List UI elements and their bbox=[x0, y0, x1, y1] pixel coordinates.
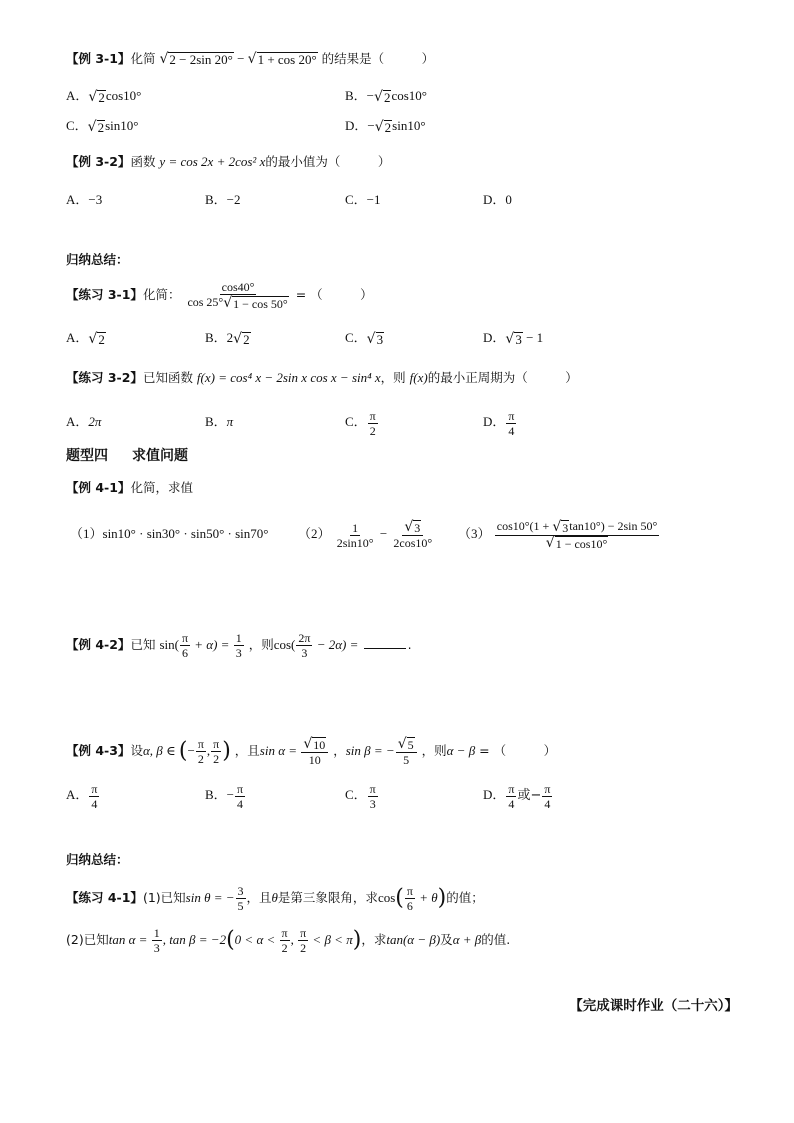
ex41-part-2: （2） $\frac{1}{2\sin 10^\circ}$ − √ 3 2cos10° bbox=[298, 519, 433, 551]
option-b: B．π bbox=[205, 414, 234, 429]
option-a: A． √ 2 bbox=[66, 330, 105, 347]
option-d: D． $\frac{\pi}{4}$ bbox=[483, 408, 515, 438]
ex41-part-1: （1）sin10° · sin30° · sin50° · sin70° bbox=[70, 526, 269, 541]
example-tag: 【例 4-3】 bbox=[66, 743, 131, 758]
example-tag: 【例 3-2】 bbox=[66, 154, 131, 169]
option-d: D．− √ 2 sin10° bbox=[345, 118, 426, 135]
section-heading: 题型四 求值问题 bbox=[66, 448, 188, 464]
practice-3-2: 【练习 3-2】已知函数 f(x) = cos⁴ x − 2sin x cos x − sin⁴ x，则 f(x)的最小正周期为（ ） bbox=[66, 370, 578, 385]
example-tag: 【例 4-2】 bbox=[66, 637, 131, 652]
practice-4-1-q2: (2)已知tan α = $\frac{1}{3}$ , tan β = −2(0 < α < $\frac{\pi}{2}$ , $\frac{\pi}{2}$ < β < π)，求tan(α − β)及α + β的值. bbox=[66, 926, 511, 955]
option-a: A． $\frac{\pi}{4}$ bbox=[66, 781, 98, 811]
example-tag: 【例 4-1】 bbox=[66, 480, 131, 495]
practice-tag: 【练习 3-1】 bbox=[66, 287, 143, 302]
summary-heading: 归纳总结： bbox=[66, 852, 129, 867]
ex41-part-3: （3） cos10°(1 + √ 3 tan10°) − 2sin 50° √ 1 − cos10° bbox=[458, 518, 658, 552]
option-c: C． $\frac{\pi}{2}$ bbox=[345, 408, 376, 438]
answer-blank[interactable] bbox=[364, 636, 406, 649]
option-a: A．2π bbox=[66, 414, 102, 429]
option-b: B．− $\frac{\pi}{4}$ bbox=[205, 781, 244, 811]
practice-4-1-q1: 【练习 4-1】(1)已知sin θ = − $\frac{3}{5}$ ，且θ是第三象限角，求cos( $\frac{\pi}{6}$ + θ)的值； bbox=[66, 884, 484, 913]
option-a: A． √ 2 cos10° bbox=[66, 88, 142, 105]
option-b: B．2 √ 2 bbox=[205, 330, 250, 347]
option-d: D．0 bbox=[483, 192, 512, 207]
example-tag: 【例 3-1】 bbox=[66, 51, 131, 66]
option-d: D． √ 3 − 1 bbox=[483, 330, 544, 347]
sqrt-expression: √ 1 + cos 20° bbox=[247, 51, 317, 67]
practice-tag: 【练习 4-1】 bbox=[66, 890, 143, 905]
homework-footer: 【完成课时作业（二十六）】 bbox=[569, 998, 738, 1014]
option-b: B．−2 bbox=[205, 192, 241, 207]
fraction: cos40° cos 25° √ 1 − cos 50° bbox=[187, 280, 288, 311]
option-d: D． $\frac{\pi}{4}$ 或− $\frac{\pi}{4}$ bbox=[483, 781, 551, 811]
option-c: C． √ 2 sin10° bbox=[66, 118, 139, 135]
practice-tag: 【练习 3-2】 bbox=[66, 370, 143, 385]
summary-heading: 归纳总结： bbox=[66, 252, 129, 267]
example-4-2: 【例 4-2】已知 sin( $\frac{\pi}{6}$ + α) = $\frac{1}{3}$ ，则cos( $\frac{2\pi}{3}$ − 2α) = . bbox=[66, 631, 412, 660]
example-3-1: 【例 3-1】化简 √ 2 − 2sin 20° − √ 1 + cos 20° 的结果是（ ） bbox=[66, 51, 435, 67]
example-4-3: 【例 4-3】设α, β ∈ (− $\frac{\pi}{2}$ , $\frac{\pi}{2}$ ) ，且sin α = √ 10 10 ，sin β = − √ 5 5 ，则α − β = （ ） bbox=[66, 735, 557, 767]
example-3-2: 【例 3-2】函数 y = cos 2x + 2cos² x的最小值为（ ） bbox=[66, 154, 391, 169]
option-c: C． √ 3 bbox=[345, 330, 384, 347]
option-a: A．−3 bbox=[66, 192, 103, 207]
option-b: B．− √ 2 cos10° bbox=[345, 88, 427, 105]
example-4-1: 【例 4-1】化简，求值 bbox=[66, 480, 193, 495]
option-c: C． $\frac{\pi}{3}$ bbox=[345, 781, 376, 811]
sqrt-expression: √ 2 − 2sin 20° bbox=[159, 51, 233, 67]
practice-3-1: 【练习 3-1】化简： cos40° cos 25° √ 1 − cos 50° = （ ） bbox=[66, 280, 373, 311]
option-c: C．−1 bbox=[345, 192, 381, 207]
